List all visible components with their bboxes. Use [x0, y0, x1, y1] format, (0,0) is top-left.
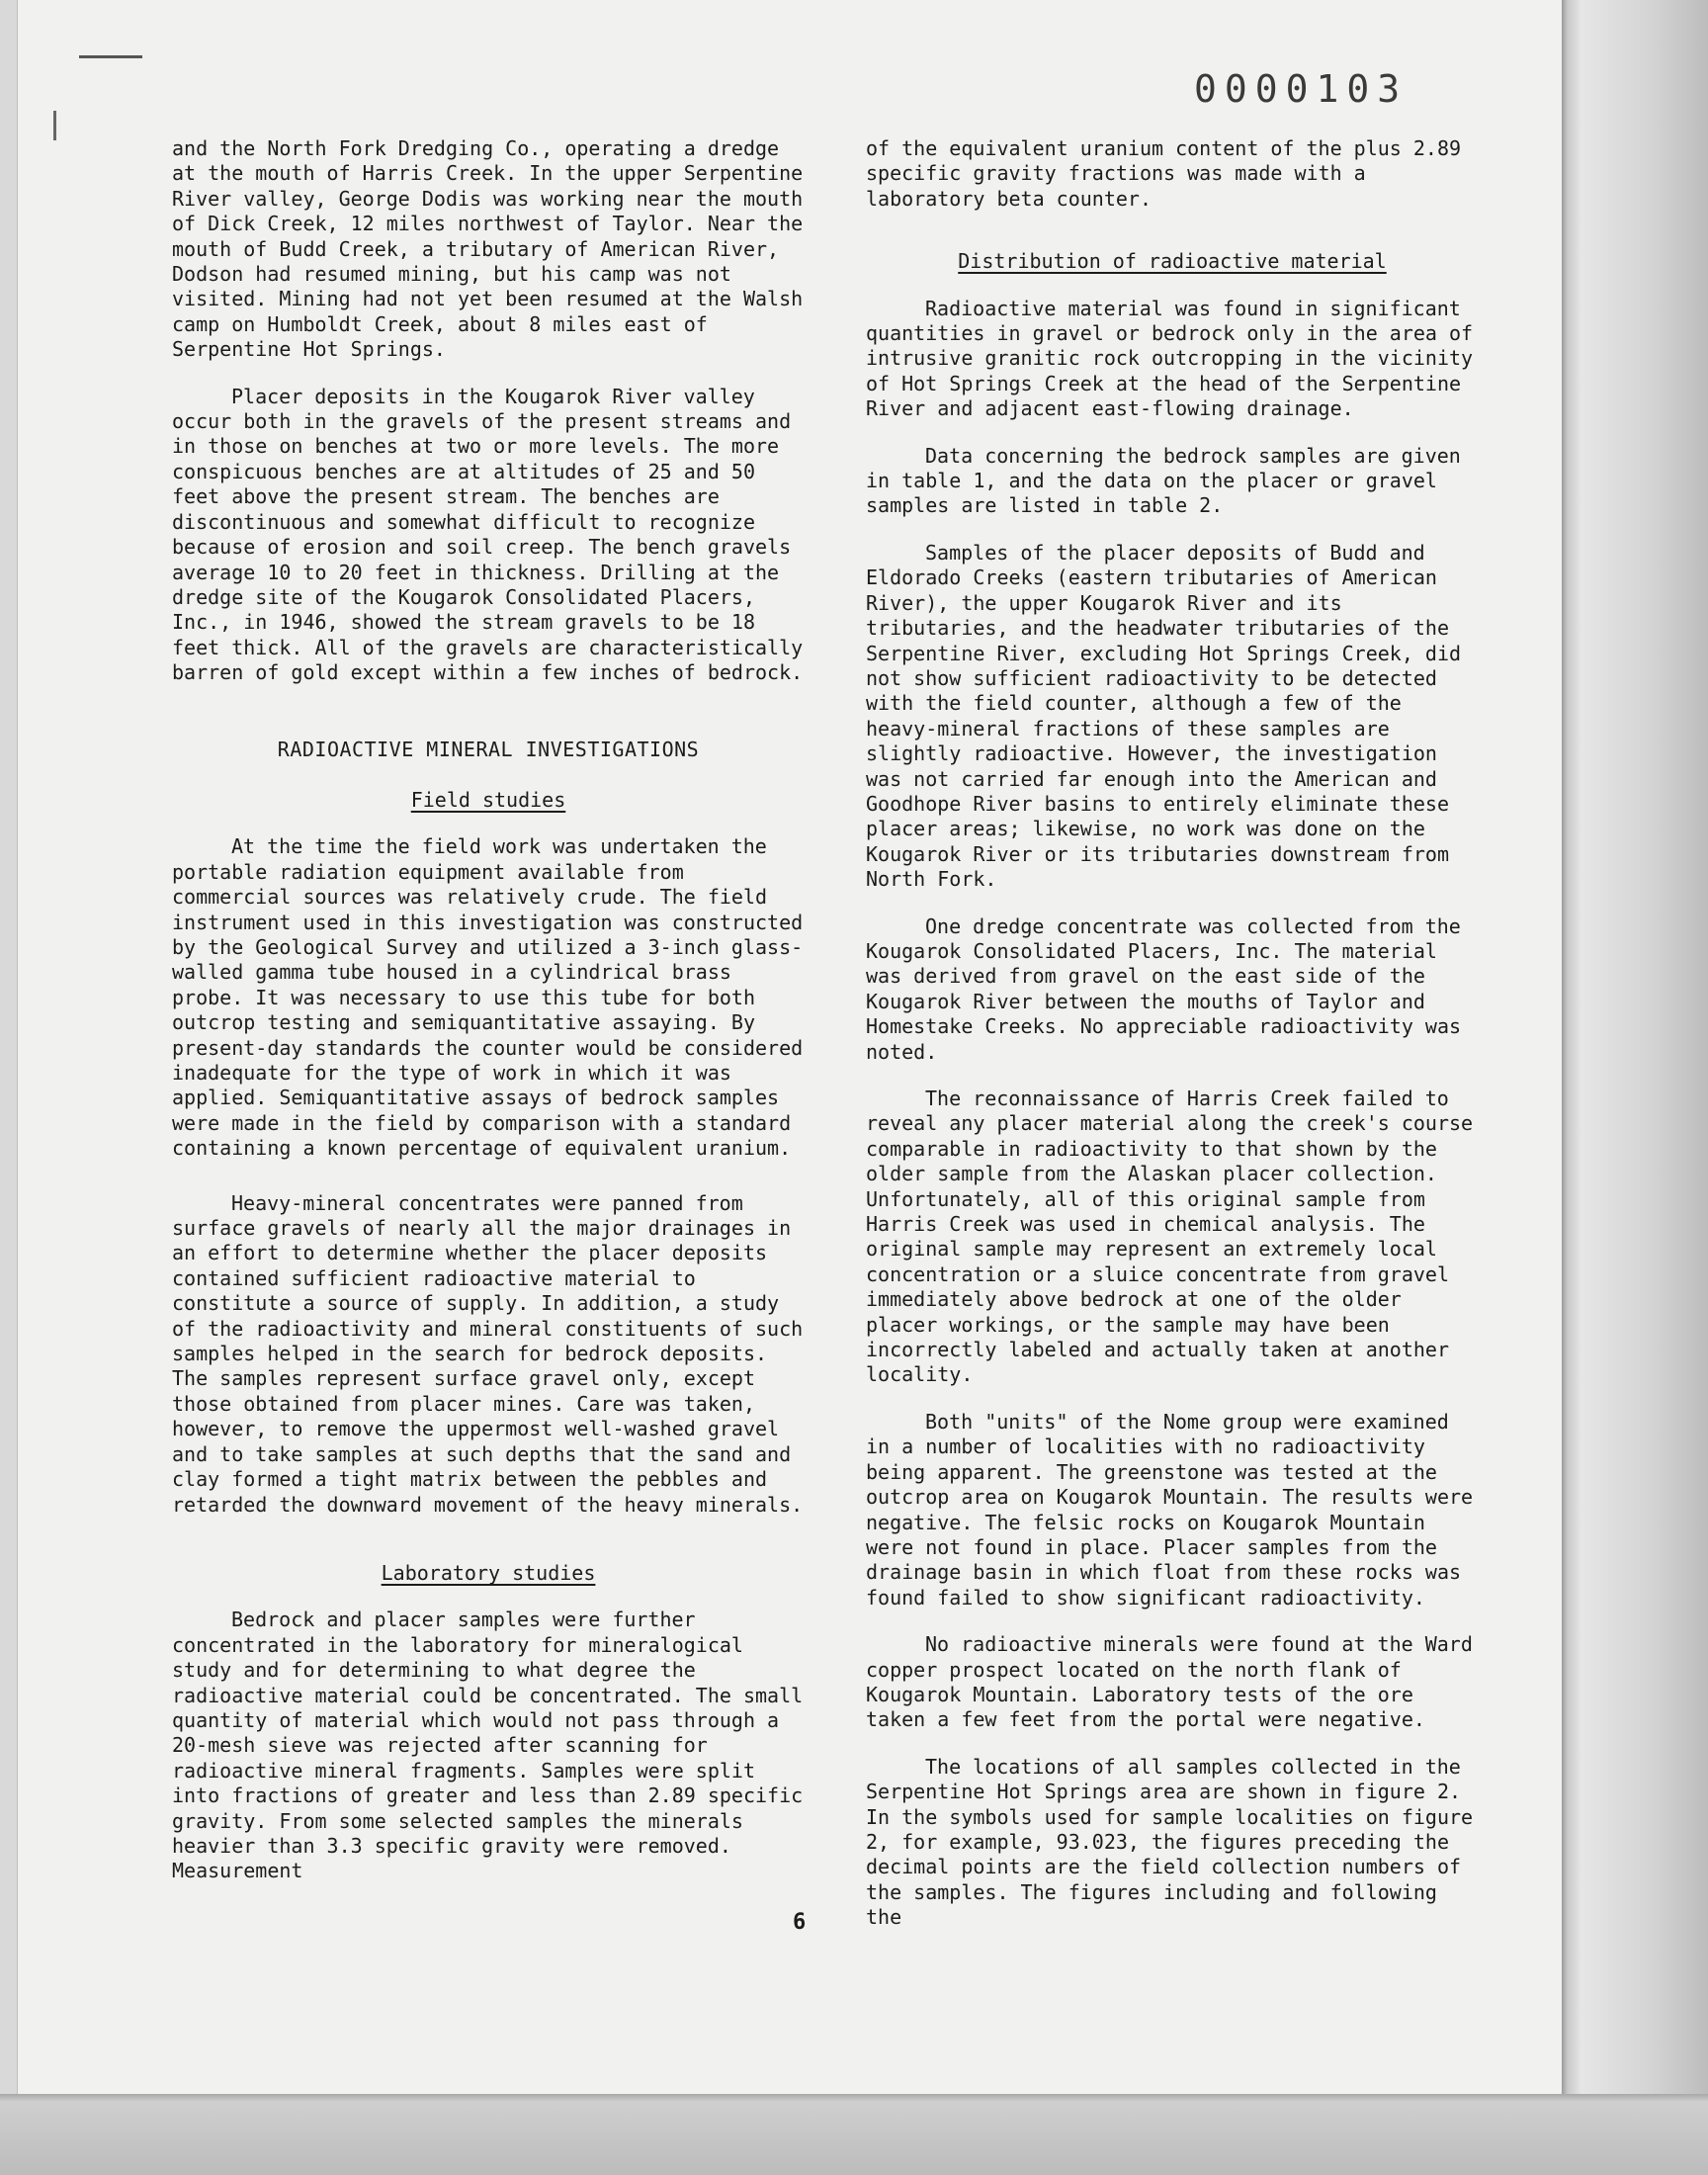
- paragraph: Radioactive material was found in significant quantities in gravel or bedrock only in the area of intrusive granitic rock outcropping in the vicinity of Hot Springs Creek at the head of the Serpentine River and adjacent east-flowing drainage.: [866, 296, 1474, 421]
- paragraph: Placer deposits in the Kougarok River valley occur both in the gravels of the present streams and in those on benches at two or more levels. The more conspicuous benches are at altitudes of 25 and 50 feet above the present stream. The benches are discontinuous and somewhat difficult to recognize because of erosion and soil creep. The bench gravels average 10 to 20 feet in thickness. Drilling at the dredge site of the Kougarok Consolidated Placers, Inc., in 1946, showed the stream gravels to be 18 feet thick. All of the gravels are characteristically barren of gold except within a few inches of bedrock.: [172, 384, 804, 685]
- paragraph: of the equivalent uranium content of the plus 2.89 specific gravity fractions was made with a laboratory beta counter.: [866, 136, 1462, 211]
- page-edge-shadow: [1562, 0, 1708, 2175]
- paragraph: No radioactive minerals were found at the Ward copper prospect located on the north flank of Kougarok Mountain. Laboratory tests of the ore taken a few feet from the portal were negative.: [866, 1632, 1473, 1732]
- paragraph: The locations of all samples collected in the Serpentine Hot Springs area are shown in figure 2. In the symbols used for sample localities on figure 2, for example, 93.023, the figures preceding the decimal points are the field collection numbers of the samples. The figures including and following the: [866, 1754, 1474, 1930]
- paragraph: One dredge concentrate was collected from the Kougarok Consolidated Placers, Inc. The material was derived from gravel on the east side of the Kougarok River between the mouths of Taylor and Homestake Creeks. No appreciable radioactivity was noted.: [866, 914, 1462, 1064]
- section-heading: RADIOACTIVE MINERAL INVESTIGATIONS: [277, 737, 700, 761]
- scan-mark-left: [53, 111, 56, 140]
- paragraph: Both "units" of the Nome group were examined in a number of localities with no radioactivity being apparent. The greenstone was tested at the outcrop area on Kougarok Mountain. The results were negative. The felsic rocks on Kougarok Mountain were not found in place. Placer samples from the drainage basin in which float from these rocks was found failed to show significant radioactivity.: [866, 1409, 1474, 1610]
- paragraph: Data concerning the bedrock samples are given in table 1, and the data on the placer or gravel samples are listed in table 2.: [866, 443, 1461, 518]
- scan-mark: [79, 55, 142, 58]
- left-column: [172, 136, 805, 1906]
- subsection-heading-field: [172, 788, 805, 813]
- page-number: 6: [793, 1910, 807, 1935]
- subsection-heading-lab: [172, 1561, 805, 1586]
- subsection-heading-distribution: [866, 249, 1479, 274]
- scanner-bottom-strip: [0, 2094, 1708, 2175]
- paragraph: The reconnaissance of Harris Creek failed to reveal any placer material along the creek's course comparable in radioactivity to that shown by the older sample from the Alaskan placer collection. Unfortunately, all of this original sample from Harris Creek was used in chemical analysis. The original sample may represent an extremely local concentration or a sluice concentrate from gravel immediately above bedrock at one of the older placer workings, or the sample may have been incorrectly labeled and actually taken at another locality.: [866, 1087, 1474, 1387]
- paragraph: Samples of the placer deposits of Budd and Eldorado Creeks (eastern tributaries of American River), the upper Kougarok River and its tributaries, and the headwater tributaries of the Serpentine River, excluding Hot Springs Creek, did not show sufficient radioactivity to be detected with the field counter, although a few of the heavy-mineral fractions of these samples are slightly radioactive. However, the investigation was not carried far enough into the American and Goodhope River basins to entirely eliminate these placer areas; likewise, no work was done on the Kougarok River or its tributaries downstream from North Fork.: [866, 540, 1462, 892]
- subsection-heading-text: Distribution of radioactive material: [958, 249, 1387, 274]
- right-column: [866, 136, 1479, 1953]
- document-page: [18, 0, 1562, 2094]
- paragraph: Heavy-mineral concentrates were panned from surface gravels of nearly all the major drainages in an effort to determine whether the placer deposits contained sufficient radioactive material to constitute a source of supply. In addition, a study of the radioactivity and mineral constituents of such samples helped in the search for bedrock deposits. The samples represent surface gravel only, except those obtained from placer mines. Care was taken, however, to remove the uppermost well-washed gravel and to take samples at such depths that the sand and clay formed a tight matrix between the pebbles and retarded the downward movement of the heavy minerals.: [172, 1190, 804, 1517]
- paragraph: At the time the field work was undertaken the portable radiation equipment available from commercial sources was relatively crude. The field instrument used in this investigation was constructed by the Geological Survey and utilized a 3-inch glass-walled gamma tube housed in a cylindrical brass probe. It was necessary to use this tube for both outcrop testing and semiquantitative assaying. By present-day standards the counter would be considered inadequate for the type of work in which it was applied. Semiquantitative assays of bedrock samples were made in the field by comparison with a standard containing a known percentage of equivalent uranium.: [172, 834, 804, 1161]
- paragraph: Bedrock and placer samples were further concentrated in the laboratory for mineralogical study and for determining to what degree the radioactive material could be concentrated. The small quantity of material which would not pass through a 20-mesh sieve was rejected after scanning for radioactive mineral fragments. Samples were split into fractions of greater and less than 2.89 specific gravity. From some selected samples the minerals heavier than 3.3 specific gravity were removed. Measurement: [172, 1608, 804, 1883]
- subsection-heading-text: Field studies: [410, 787, 566, 812]
- document-number: 0000103: [1194, 67, 1409, 111]
- paragraph: and the North Fork Dredging Co., operating a dredge at the mouth of Harris Creek. In the upper Serpentine River valley, George Dodis was working near the mouth of Dick Creek, 12 miles northwest of Taylor. Near the mouth of Budd Creek, a tributary of American River, Dodson had resumed mining, but his camp was not visited. Mining had not yet been resumed at the Walsh camp on Humboldt Creek, about 8 miles east of Serpentine Hot Springs.: [172, 136, 804, 362]
- subsection-heading-text: Laboratory studies: [381, 1560, 596, 1585]
